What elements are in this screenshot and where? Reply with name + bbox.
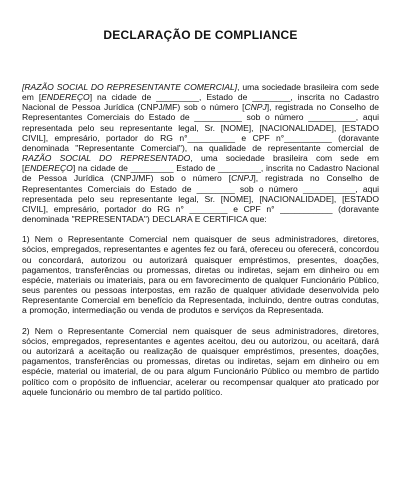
- clause-2-paragraph: 2) Nem o Representante Comercial nem quaisquer de seus administradores, diretores, sócios, empregados, representantes e agentes aceitou, deu ou autorizou, ou aceitará, dará ou autorizará a aceitação ou realização de quaisquer empréstimos, presentes, doações, pagamentos, transferências ou promessas, diretas ou indiretas, sejam em dinheiro ou em espécie, material ou imaterial, de ou para algum Funcionário Público ou membro de partido político com o propósito de influenciar, acelerar ou recompensar qualquer ato praticado por aquele funcionário ou membro de tal partido político.: [22, 325, 379, 397]
- paragraph-spacer: [22, 316, 379, 326]
- body-text: ], registrada no Conselho de Representantes Comerciais do Estado de ________ sob o número ___________, aqui representada pelo seu representante legal, Sr. [NOME], [NACIONALIDADE], [ESTADO CIVIL], empresário, portador do RG n° ________ e CPF n° ___________ (doravante denominada "REPRESENTADA") DECLARA E CERTIFICA que:: [22, 173, 382, 225]
- party-identification-paragraph: [22, 82, 382, 225]
- body-text: ], registrada no Conselho de Representantes Comerciais do Estado de __________ sob o número __________, aqui representada pelo seu representante legal, Sr. [NOME], [NACIONALIDADE], [ESTADO CIVIL], empresário, portador do RG n°__________ e CPF n°__________ (doravante denominada "Representante Comercial"), na qualidade de representante comercial de: [22, 102, 382, 153]
- placeholder-text: CNPJ: [231, 173, 254, 184]
- body-text: , uma sociedade brasileira com sede em [: [22, 153, 382, 174]
- placeholder-text: ENDEREÇO: [41, 92, 90, 103]
- document-title: DECLARAÇÃO DE COMPLIANCE: [103, 28, 298, 42]
- body-text: , uma sociedade brasileira com sede em [: [22, 82, 382, 103]
- placeholder-text: [RAZÃO SOCIAL DO REPRESENTANTE COMERCIAL]: [22, 82, 238, 92]
- placeholder-text: CNPJ: [244, 102, 267, 113]
- body-text: ] na cidade de _________, Estado de ________, inscrita no Cadastro Nacional de Pessoa Jurídica (CNPJ/MF) sob o número [: [22, 92, 382, 113]
- body-text: ] na cidade de _________ Estado de _________, inscrita no Cadastro Nacional de Pessoa Jurídica (CNPJ/MF) sob o número [: [22, 163, 382, 184]
- placeholder-text: RAZÃO SOCIAL DO REPRESENTADO: [22, 153, 191, 164]
- clause-1-paragraph: 1) Nem o Representante Comercial nem quaisquer de seus administradores, diretores, sócios, empregados, representantes e agentes fez ou fará, ofereceu ou oferecerá, concordou ou concordará, autorizou ou autorizará quaisquer empréstimos, presentes, doações, pagamentos, transferências ou promessas, diretas ou indiretas, sejam em dinheiro ou em espécie, materiais ou imateriais, para ou em favorecimento de qualquer Funcionário Público, seus parentes ou pessoas interpostas, em razão de qualquer atividade desenvolvida pelo Representante Comercial em benefício da Representada, incluindo, dentre outras condutas, a promoção, intermediação ou venda de produtos e serviços da Representada.: [22, 234, 379, 316]
- paragraph-spacer: [22, 224, 379, 234]
- placeholder-text: ENDEREÇO: [24, 163, 73, 174]
